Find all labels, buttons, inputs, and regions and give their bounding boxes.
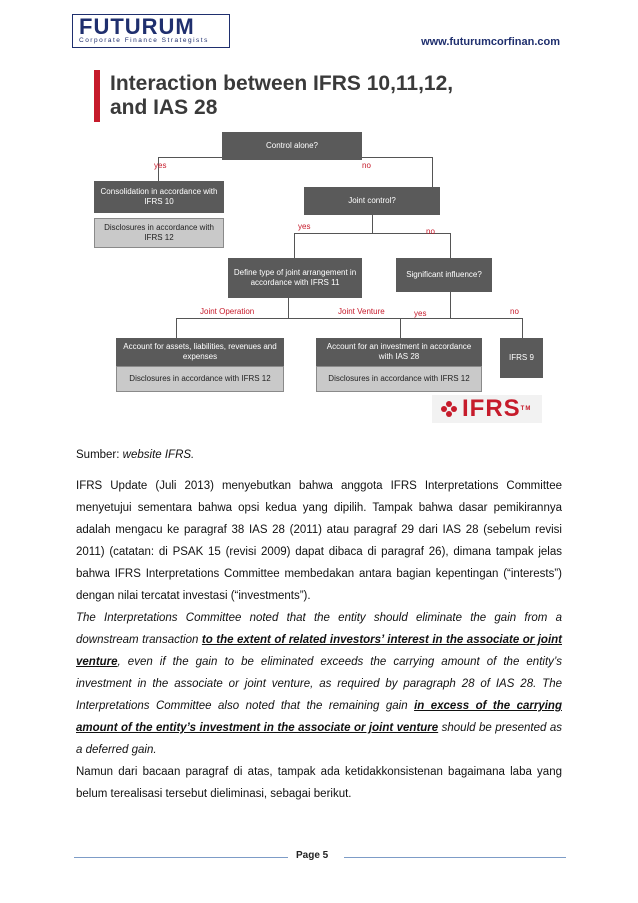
control-alone-box: Control alone? [222,132,362,160]
source-value: website IFRS. [122,449,195,461]
underlined-phrase-1: to the extent of related investors’ interest in the associate or joint venture [76,634,562,668]
logo-tagline: Corporate Finance Strategists [79,37,209,44]
paragraph-3 [76,761,562,805]
diagram-title-line1: Interaction between IFRS 10,11,12, [110,72,454,95]
connector [400,318,401,338]
source-line [76,444,562,466]
ifrs-wordmark: IFRS™ [462,395,532,422]
no-label: no [362,161,371,170]
yes-label: yes [298,222,311,231]
yes-label: yes [414,309,427,318]
significant-influence-box: Significant influence? [396,258,492,292]
paragraph-3-text: Namun dari bacaan paragraf di atas, tampak ada ketidakkonsistenan bagaimana laba yang belum terealisasi tersebut dieliminasi, sebagai berikut. [76,766,562,800]
paragraph-2-text: The Interpretations Committee noted that the entity should eliminate the gain from a downstream transaction to the extent of related investors’ interest in the associate or joint venture, even if the gain to be eliminated exceeds the carrying amount of the entity’s investment in the associate or joint venture, as required by paragraph 28 of IAS 28. The Interpretations Committee also noted that the remaining gain in excess of the carrying amount of the entity’s investment in the associate or joint venture should be presented as a deferred gain. [76,612,562,756]
title-accent-bar [94,70,100,122]
connector [450,233,451,258]
account-investment-box: Account for an investment in accordance with IAS 28 [316,338,482,366]
website-url[interactable]: www.futurumcorfinan.com [421,36,560,48]
no-label: no [510,307,519,316]
futurum-logo [72,14,230,48]
connector [372,212,373,233]
diagram-title-line2: and IAS 28 [110,96,218,119]
paragraph-2-quote [76,607,562,761]
joint-operation-label: Joint Operation [200,307,255,316]
connector [522,318,523,338]
ifrs-interaction-diagram [94,64,543,424]
ifrs-flower-icon [440,400,458,418]
connector [432,157,433,187]
account-assets-box: Account for assets, liabilities, revenues and expenses [116,338,284,366]
disclosures-left-box: Disclosures in accordance with IFRS 12 [116,366,284,392]
define-type-box: Define type of joint arrangement in accordance with IFRS 11 [228,258,362,298]
logo-wordmark: FUTURUM [79,14,195,39]
ifrs9-box: IFRS 9 [500,338,543,378]
page-number: Page 5 [296,850,329,861]
connector [400,318,522,319]
ifrs-logo [432,395,542,423]
connector [176,318,177,338]
disclosures-top-box: Disclosures in accordance with IFRS 12 [94,218,224,248]
joint-control-box: Joint control? [304,187,440,215]
joint-venture-label: Joint Venture [338,307,385,316]
footer-rule-left [74,857,288,858]
no-label: no [426,227,435,236]
source-label: Sumber: [76,449,123,461]
connector [450,292,451,318]
paragraph-1-text: IFRS Update (Juli 2013) menyebutkan bahwa anggota IFRS Interpretations Committee menyetujui sementara bahwa opsi kedua yang dipilih. Tampak bahwa dasar pemikirannya adalah mengacu ke paragraf 38 IAS 28 (2011) atau paragraf 29 dari IAS 28 (sebelum revisi 2011) (catatan: di PSAK 15 (revisi 2009) dapat dibaca di paragraf 26), dimana tampak jelas bahwa IFRS Interpretations Committee membedakan antara bagian kepentingan (“interests”) dengan nilai tercatat investasi (“investments”). [76,480,562,602]
diagram-title [110,72,540,120]
disclosures-mid-box: Disclosures in accordance with IFRS 12 [316,366,482,392]
yes-label: yes [154,161,167,170]
paragraph-1 [76,475,562,607]
connector [176,318,400,319]
connector [294,233,295,258]
underlined-phrase-2: in excess of the carrying amount of the entity’s investment in the associate or joint venture [76,700,562,734]
footer-rule-right [344,857,566,858]
consolidation-box: Consolidation in accordance with IFRS 10 [94,181,224,213]
